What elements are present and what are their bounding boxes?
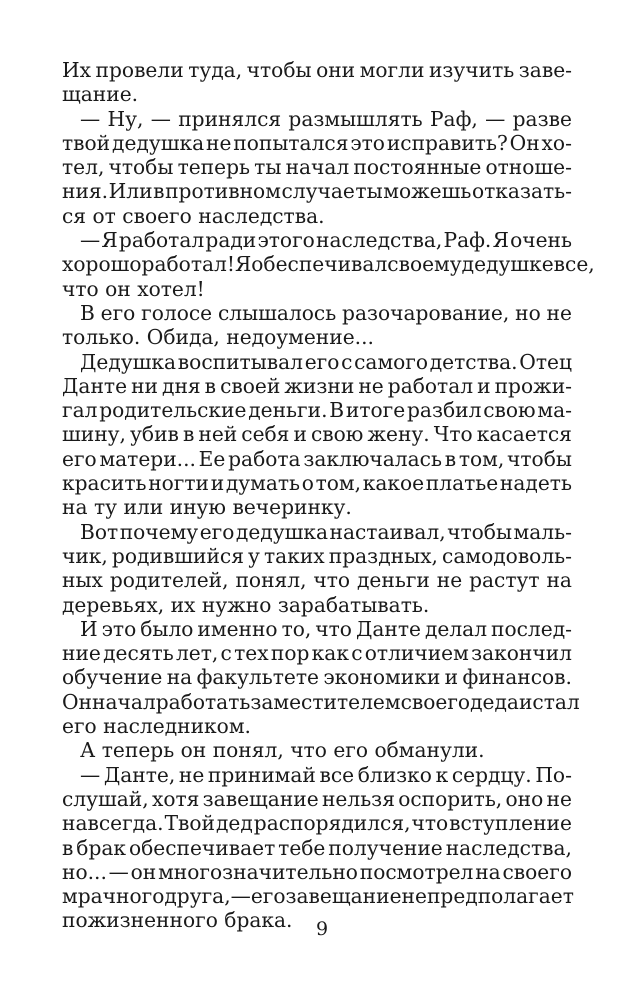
text-line: только. Обида, недоумение... bbox=[62, 325, 374, 350]
paragraph bbox=[62, 301, 572, 350]
text-line: — Ну, — принялся размышлять Раф, — разве bbox=[80, 106, 572, 131]
text-line: в брак обеспечивает тебе получение наследства, bbox=[62, 835, 572, 860]
text-line: на ту или иную вечеринку. bbox=[62, 495, 352, 520]
text-line: пожизненного брака. bbox=[62, 908, 293, 933]
paragraph bbox=[62, 520, 572, 617]
text-line: щание. bbox=[62, 82, 139, 107]
text-line: А теперь он понял, что его обманули. bbox=[80, 738, 485, 763]
text-line: В его голосе слышалось разочарование, но не bbox=[80, 300, 572, 325]
text-line: навсегда. Твой дед распорядился, что вступление bbox=[62, 811, 572, 836]
text-line: ных родителей, понял, что деньги не растут на bbox=[62, 568, 572, 593]
text-line: — Данте, не принимай все близко к сердцу. По- bbox=[80, 762, 572, 787]
paragraph bbox=[62, 763, 572, 933]
text-line: чик, родившийся у таких праздных, самодоволь- bbox=[62, 543, 572, 568]
text-line: слушай, хотя завещание нельзя оспорить, оно не bbox=[62, 786, 572, 811]
text-line: Данте ни дня в своей жизни не работал и прожи- bbox=[62, 373, 572, 398]
text-line: ния. Или в противном случае ты можешь отказать- bbox=[62, 179, 572, 204]
text-line: красить ногти и думать о том, какое платье надеть bbox=[62, 471, 572, 496]
text-line: обучение на факультете экономики и финансов. bbox=[62, 665, 572, 690]
text-line: ся от своего наследства. bbox=[62, 203, 325, 228]
paragraph bbox=[62, 616, 580, 739]
page-number: 9 bbox=[315, 918, 329, 940]
text-line: хорошо работал! Я обеспечивал своему дедушке все, bbox=[62, 252, 595, 277]
text-line: Вот почему его дедушка настаивал, чтобы маль- bbox=[80, 519, 572, 544]
text-line: И это было именно то, что Данте делал послед- bbox=[80, 616, 572, 641]
paragraph bbox=[62, 107, 572, 228]
text-line: что он хотел! bbox=[62, 276, 205, 301]
text-line: его наследником. bbox=[62, 714, 251, 739]
text-line: мрачного друга, — его завещание не предполагает bbox=[62, 884, 574, 909]
text-line: его матери... Ее работа заключалась в том, чтобы bbox=[62, 446, 572, 471]
text-line: тел, чтобы теперь ты начал постоянные отноше- bbox=[62, 155, 572, 180]
paragraph bbox=[62, 228, 595, 301]
text-line: — Я работал ради этого наследства, Раф. Я очень bbox=[80, 228, 572, 253]
paragraph bbox=[62, 350, 572, 520]
paragraph bbox=[62, 738, 572, 762]
paragraph bbox=[62, 58, 572, 107]
text-line: Он начал работать заместителем своего деда и стал bbox=[62, 689, 580, 714]
text-line: твой дедушка не попытался это исправить? Он хо- bbox=[62, 130, 572, 155]
text-line: ние десять лет, с тех пор как с отличием закончил bbox=[62, 641, 572, 666]
text-line: шину, убив в ней себя и свою жену. Что касается bbox=[62, 422, 572, 447]
text-line: но... — он многозначительно посмотрел на своего bbox=[62, 859, 572, 884]
text-line: гал родительские деньги. В итоге разбил свою ма- bbox=[62, 398, 572, 423]
text-line: Их провели туда, чтобы они могли изучить заве- bbox=[62, 58, 572, 82]
book-page-text bbox=[62, 58, 595, 933]
text-line: Дедушка воспитывал его с самого детства. Отец bbox=[80, 349, 572, 374]
text-line: деревьях, их нужно зарабатывать. bbox=[62, 592, 430, 617]
